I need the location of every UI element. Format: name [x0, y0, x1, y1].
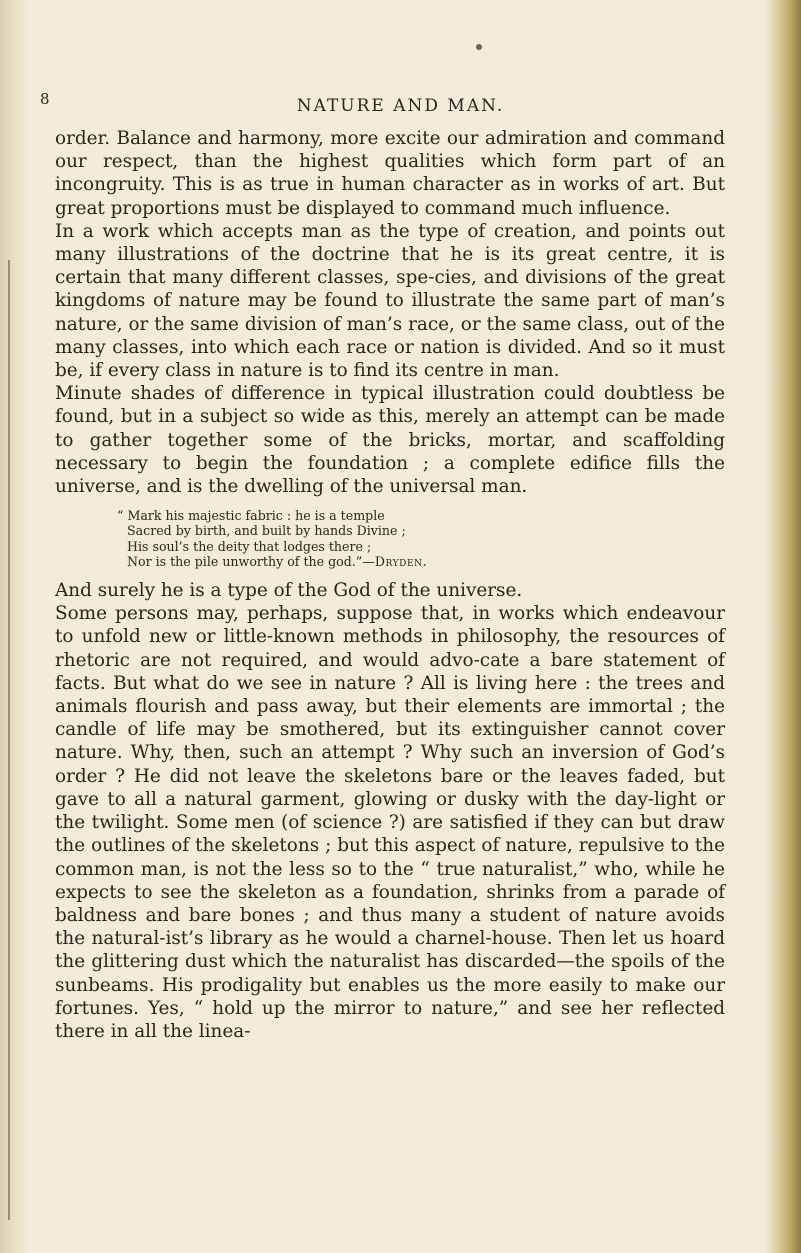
quote-attribution: Dryden. [374, 553, 428, 569]
page-number: 8 [40, 90, 50, 108]
page-left-edge [0, 0, 28, 1253]
verse-quote [117, 508, 725, 569]
quote-line: Sacred by birth, and built by hands Divine ; [127, 523, 406, 539]
quote-line-last [117, 554, 725, 569]
paragraph-5: Some persons may, perhaps, suppose that, in works which endeavour to unfold new or little-known methods in philosophy, the resources of rhetoric are not required, and would advo-cate a bare statement of facts. But what do we see in nature ? All is living here : the trees and animals flourish and pass away, but their elements are immortal ; the candle of life may be smothered, but its extinguisher cannot cover nature. Why, then, such an attempt ? Why such an inversion of God’s order ? He did not leave the skeletons bare or the leaves faded, but gave to all a natural garment, glowing or dusky with the day-light or the twilight. Some men (of science ?) are satisfied if they can but draw the outlines of the skeletons ; but this aspect of nature, repulsive to the common man, is not the less so to the “ true naturalist,” who, while he expects to see the skeleton as a foundation, shrinks from a parade of baldness and bare bones ; and thus many a student of nature avoids the natural-ist’s library as he would a charnel-house. Then let us hoard the glittering dust which the naturalist has discarded—the spoils of the sunbeams. His prodigality but enables us the more easily to make our fortunes. Yes, “ hold up the mirror to nature,” and see her reflected there in all the linea- [55, 603, 725, 1042]
quote-line: His soul’s the deity that lodges there ; [127, 538, 372, 554]
quote-line: “ Mark his majestic fabric : he is a temple [117, 508, 385, 524]
running-head: NATURE AND MAN. [296, 96, 505, 116]
paragraph-2: In a work which accepts man as the type of creation, and points out many illustrations of the doctrine that he is its great centre, it is certain that many different classes, spe-cies, and divisions of the great kingdoms of nature may be found to illustrate the same part of man’s nature, or the same division of man’s race, or the same class, out of the many classes, into which each race or nation is divided. And so it must be, if every class in nature is to find its centre in man. [55, 220, 725, 382]
paragraph-1: order. Balance and harmony, more excite our admiration and command our respect, than the highest qualities which form part of an incongruity. This is as true in human character as in works of art. But great proportions must be displayed to command much influence. [55, 128, 725, 219]
body-text [55, 127, 725, 1043]
page-right-edge [765, 0, 801, 1253]
paragraph-4: And surely he is a type of the God of the universe. [55, 580, 523, 602]
page-header [0, 78, 801, 118]
paragraph-3: Minute shades of difference in typical illustration could doubtless be found, but in a subject so wide as this, merely an attempt can be made to gather together some of the bricks, mortar, and scaffolding necessary to begin the foundation ; a complete edifice fills the universe, and is the dwelling of the universal man. [55, 383, 725, 498]
quote-line: Nor is the pile unworthy of the god.”— [127, 553, 375, 569]
binding-shadow [8, 260, 10, 1220]
ink-spot [476, 44, 482, 50]
